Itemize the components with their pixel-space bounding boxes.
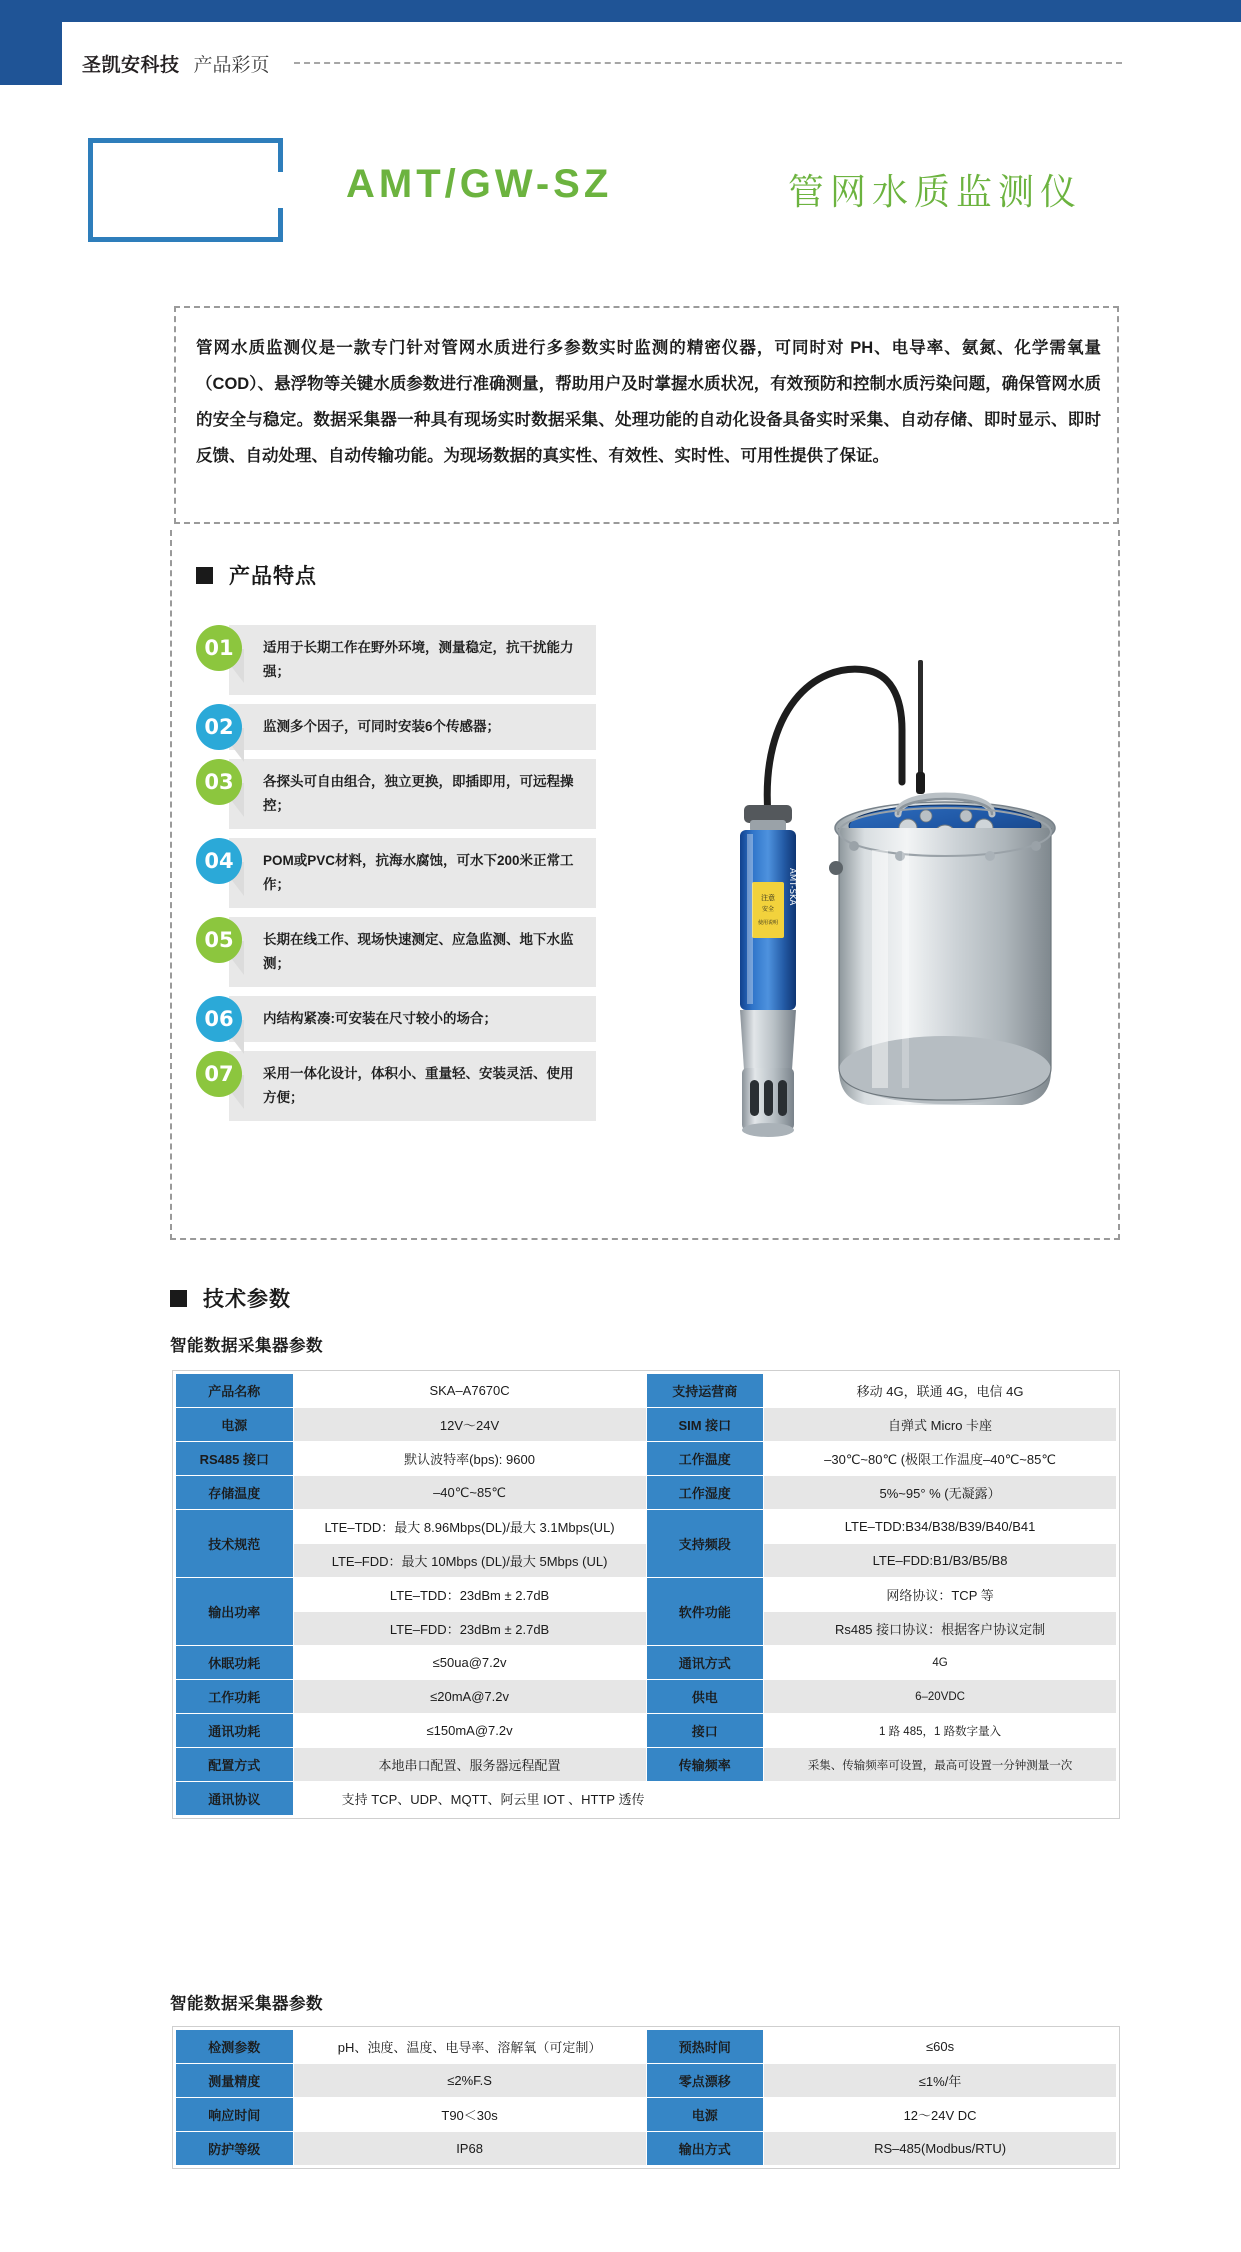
table-row-label: 预热时间 [646, 2030, 764, 2064]
sensor-params-table [175, 2029, 1117, 2166]
table-row-value: 4G [764, 1646, 1117, 1680]
table-row-label: 通讯协议 [176, 1782, 294, 1816]
feature-number-badge: 02 [196, 704, 242, 750]
features-section-title: 产品特点 [229, 565, 317, 588]
feature-text: 内结构紧凑:可安装在尺寸较小的场合； [229, 996, 596, 1042]
table-row-label: 配置方式 [176, 1748, 294, 1782]
table-row-value: 本地串口配置、服务器远程配置 [293, 1748, 646, 1782]
product-title-block [88, 138, 1158, 248]
table-row [176, 2064, 1117, 2098]
table-row-label: 通讯方式 [646, 1646, 764, 1680]
table2-caption: 智能数据采集器参数 [170, 1995, 323, 2013]
table-row-label: 输出方式 [646, 2132, 764, 2166]
collector-params-table [175, 1373, 1117, 1816]
bullet-square-icon [170, 1290, 187, 1307]
feature-item [196, 625, 596, 695]
table-row-value: 1 路 485，1 路数字量入 [764, 1714, 1117, 1748]
table-row-value: Rs485 接口协议：根据客户协议定制 [764, 1612, 1117, 1646]
table-row-value: LTE–FDD：最大 10Mbps (DL)/最大 5Mbps (UL) [293, 1544, 646, 1578]
table-row-label: 电源 [176, 1408, 294, 1442]
table-row [176, 2030, 1117, 2064]
sensor-params-table-wrap [172, 2026, 1120, 2169]
table-row-value: ≤60s [764, 2030, 1117, 2064]
product-description: 管网水质监测仪是一款专门针对管网水质进行多参数实时监测的精密仪器，可同时对 PH、电导率、氨氮、化学需氧量（COD）、悬浮物等关键水质参数进行准确测量，帮助用户及时掌握水质状况，有效预防和控制水质污染问题，确保管网水质的安全与稳定。数据采集器一种具有现场实时数据采集、处理功能的自动化设备具备实时采集、自动存储、即时显示、即时反馈、自动处理、自动传输功能。为现场数据的真实性、有效性、实时性、可用性提供了保证。 [196, 339, 1101, 465]
table-row [176, 1510, 1117, 1544]
table-row-value: LTE–FDD:B1/B3/B5/B8 [764, 1544, 1117, 1578]
table-row-value: –40℃~85℃ [293, 1476, 646, 1510]
table-row-label: 工作湿度 [646, 1476, 764, 1510]
svg-text:AMT-SKA: AMT-SKA [787, 868, 797, 906]
table-row-value: ≤150mA@7.2v [293, 1714, 646, 1748]
table-row-label: 技术规范 [176, 1510, 294, 1578]
feature-item [196, 759, 596, 829]
table-row-label: 支持运营商 [646, 1374, 764, 1408]
product-photo [640, 600, 1110, 1180]
table-row-label: 存储温度 [176, 1476, 294, 1510]
table-row-value: 网络协议：TCP 等 [764, 1578, 1117, 1612]
table-row [176, 1782, 1117, 1816]
feature-number-badge: 04 [196, 838, 242, 884]
table-row-value: ≤50ua@7.2v [293, 1646, 646, 1680]
table-row-value: –30℃~80℃ (极限工作温度–40℃~85℃ [764, 1442, 1117, 1476]
table-row-label: 电源 [646, 2098, 764, 2132]
product-model: AMT/GW-SZ [346, 162, 613, 206]
table-row-value: 5%~95° % (无凝露） [764, 1476, 1117, 1510]
table-row-value: LTE–TDD：23dBm ± 2.7dB [293, 1578, 646, 1612]
table-row-label: 响应时间 [176, 2098, 294, 2132]
table-row-value: IP68 [293, 2132, 646, 2166]
feature-item [196, 917, 596, 987]
brand-subtitle: 产品彩页 [193, 55, 270, 76]
brand-name: 圣凯安科技 [82, 55, 180, 76]
table-row-label: 软件功能 [646, 1578, 764, 1646]
feature-item [196, 704, 596, 750]
feature-text: 监测多个因子，可同时安装6个传感器； [229, 704, 596, 750]
table-row-value: 移动 4G，联通 4G，电信 4G [764, 1374, 1117, 1408]
feature-text: 长期在线工作、现场快速测定、应急监测、地下水监测； [229, 917, 596, 987]
table-row-value: LTE–FDD：23dBm ± 2.7dB [293, 1612, 646, 1646]
collector-params-table-wrap [172, 1370, 1120, 1819]
svg-text:使用说明: 使用说明 [757, 920, 779, 926]
table-row-label: 测量精度 [176, 2064, 294, 2098]
feature-number-badge: 07 [196, 1051, 242, 1097]
table-row-label: 检测参数 [176, 2030, 294, 2064]
table-row [176, 1646, 1117, 1680]
feature-text: 适用于长期工作在野外环境，测量稳定，抗干扰能力强； [229, 625, 596, 695]
svg-text:注意: 注意 [761, 894, 775, 902]
table-row-label: 产品名称 [176, 1374, 294, 1408]
table-row [176, 1680, 1117, 1714]
table-row-value: 采集、传输频率可设置，最高可设置一分钟测量一次 [764, 1748, 1117, 1782]
table-row-label: 支持频段 [646, 1510, 764, 1578]
title-decor-frame [88, 138, 278, 242]
svg-text:安全: 安全 [761, 906, 775, 913]
table-row-value: LTE–TDD：最大 8.96Mbps(DL)/最大 3.1Mbps(UL) [293, 1510, 646, 1544]
table-row-value: ≤1%/年 [764, 2064, 1117, 2098]
table-row-value: SKA–A7670C [293, 1374, 646, 1408]
feature-item [196, 996, 596, 1042]
table-row-label: 供电 [646, 1680, 764, 1714]
table-row-label: 工作功耗 [176, 1680, 294, 1714]
table-row-value: LTE–TDD:B34/B38/B39/B40/B41 [764, 1510, 1117, 1544]
feature-number-badge: 05 [196, 917, 242, 963]
header-dashed-rule [294, 62, 1122, 65]
table-row-label: RS485 接口 [176, 1442, 294, 1476]
table-row-label: 零点漂移 [646, 2064, 764, 2098]
specs-section-title: 技术参数 [203, 1288, 291, 1311]
table-row-label: 工作温度 [646, 1442, 764, 1476]
table-row [176, 2132, 1117, 2166]
feature-text: 各探头可自由组合，独立更换，即插即用，可远程操控； [229, 759, 596, 829]
table-row [176, 1714, 1117, 1748]
table-row [176, 1748, 1117, 1782]
table-row-value: RS–485(Modbus/RTU) [764, 2132, 1117, 2166]
table-row-value: 自弹式 Micro 卡座 [764, 1408, 1117, 1442]
table-row-value: 6–20VDC [764, 1680, 1117, 1714]
table-row-label: 输出功率 [176, 1578, 294, 1646]
feature-number-badge: 06 [196, 996, 242, 1042]
table-row-value: 12～24V DC [764, 2098, 1117, 2132]
brand-row [82, 50, 1182, 77]
table-row [176, 2098, 1117, 2132]
table-row-label: 通讯功耗 [176, 1714, 294, 1748]
features-section-heading [196, 560, 317, 590]
table-row-value: pH、浊度、温度、电导率、溶解氧（可定制） [293, 2030, 646, 2064]
specs-section-heading [170, 1283, 291, 1313]
table-row-value: T90＜30s [293, 2098, 646, 2132]
product-name: 管网水质监测仪 [788, 171, 1083, 212]
table1-caption: 智能数据采集器参数 [170, 1337, 323, 1355]
table-row-label: 传输频率 [646, 1748, 764, 1782]
table-row-value: 12V〜24V [293, 1408, 646, 1442]
table-row-label: 接口 [646, 1714, 764, 1748]
feature-number-badge: 01 [196, 625, 242, 671]
table-row-value: ≤2%F.S [293, 2064, 646, 2098]
table-row-value: 支持 TCP、UDP、MQTT、阿云里 IOT 、HTTP 透传 [293, 1782, 1116, 1816]
table-row-value: 默认波特率(bps): 9600 [293, 1442, 646, 1476]
table-row-value: ≤20mA@7.2v [293, 1680, 646, 1714]
table-row [176, 1374, 1117, 1408]
table-row [176, 1476, 1117, 1510]
features-list [196, 625, 596, 1130]
table-row-label: SIM 接口 [646, 1408, 764, 1442]
feature-number-badge: 03 [196, 759, 242, 805]
page-header [0, 0, 1241, 110]
feature-text: 采用一体化设计，体积小、重量轻、安装灵活、使用方便； [229, 1051, 596, 1121]
feature-item [196, 1051, 596, 1121]
table-row-label: 防护等级 [176, 2132, 294, 2166]
feature-item [196, 838, 596, 908]
feature-text: POM或PVC材料，抗海水腐蚀，可水下200米正常工作； [229, 838, 596, 908]
table-row [176, 1442, 1117, 1476]
bullet-square-icon [196, 567, 213, 584]
table-row [176, 1578, 1117, 1612]
table-row-label: 休眠功耗 [176, 1646, 294, 1680]
table-row [176, 1408, 1117, 1442]
